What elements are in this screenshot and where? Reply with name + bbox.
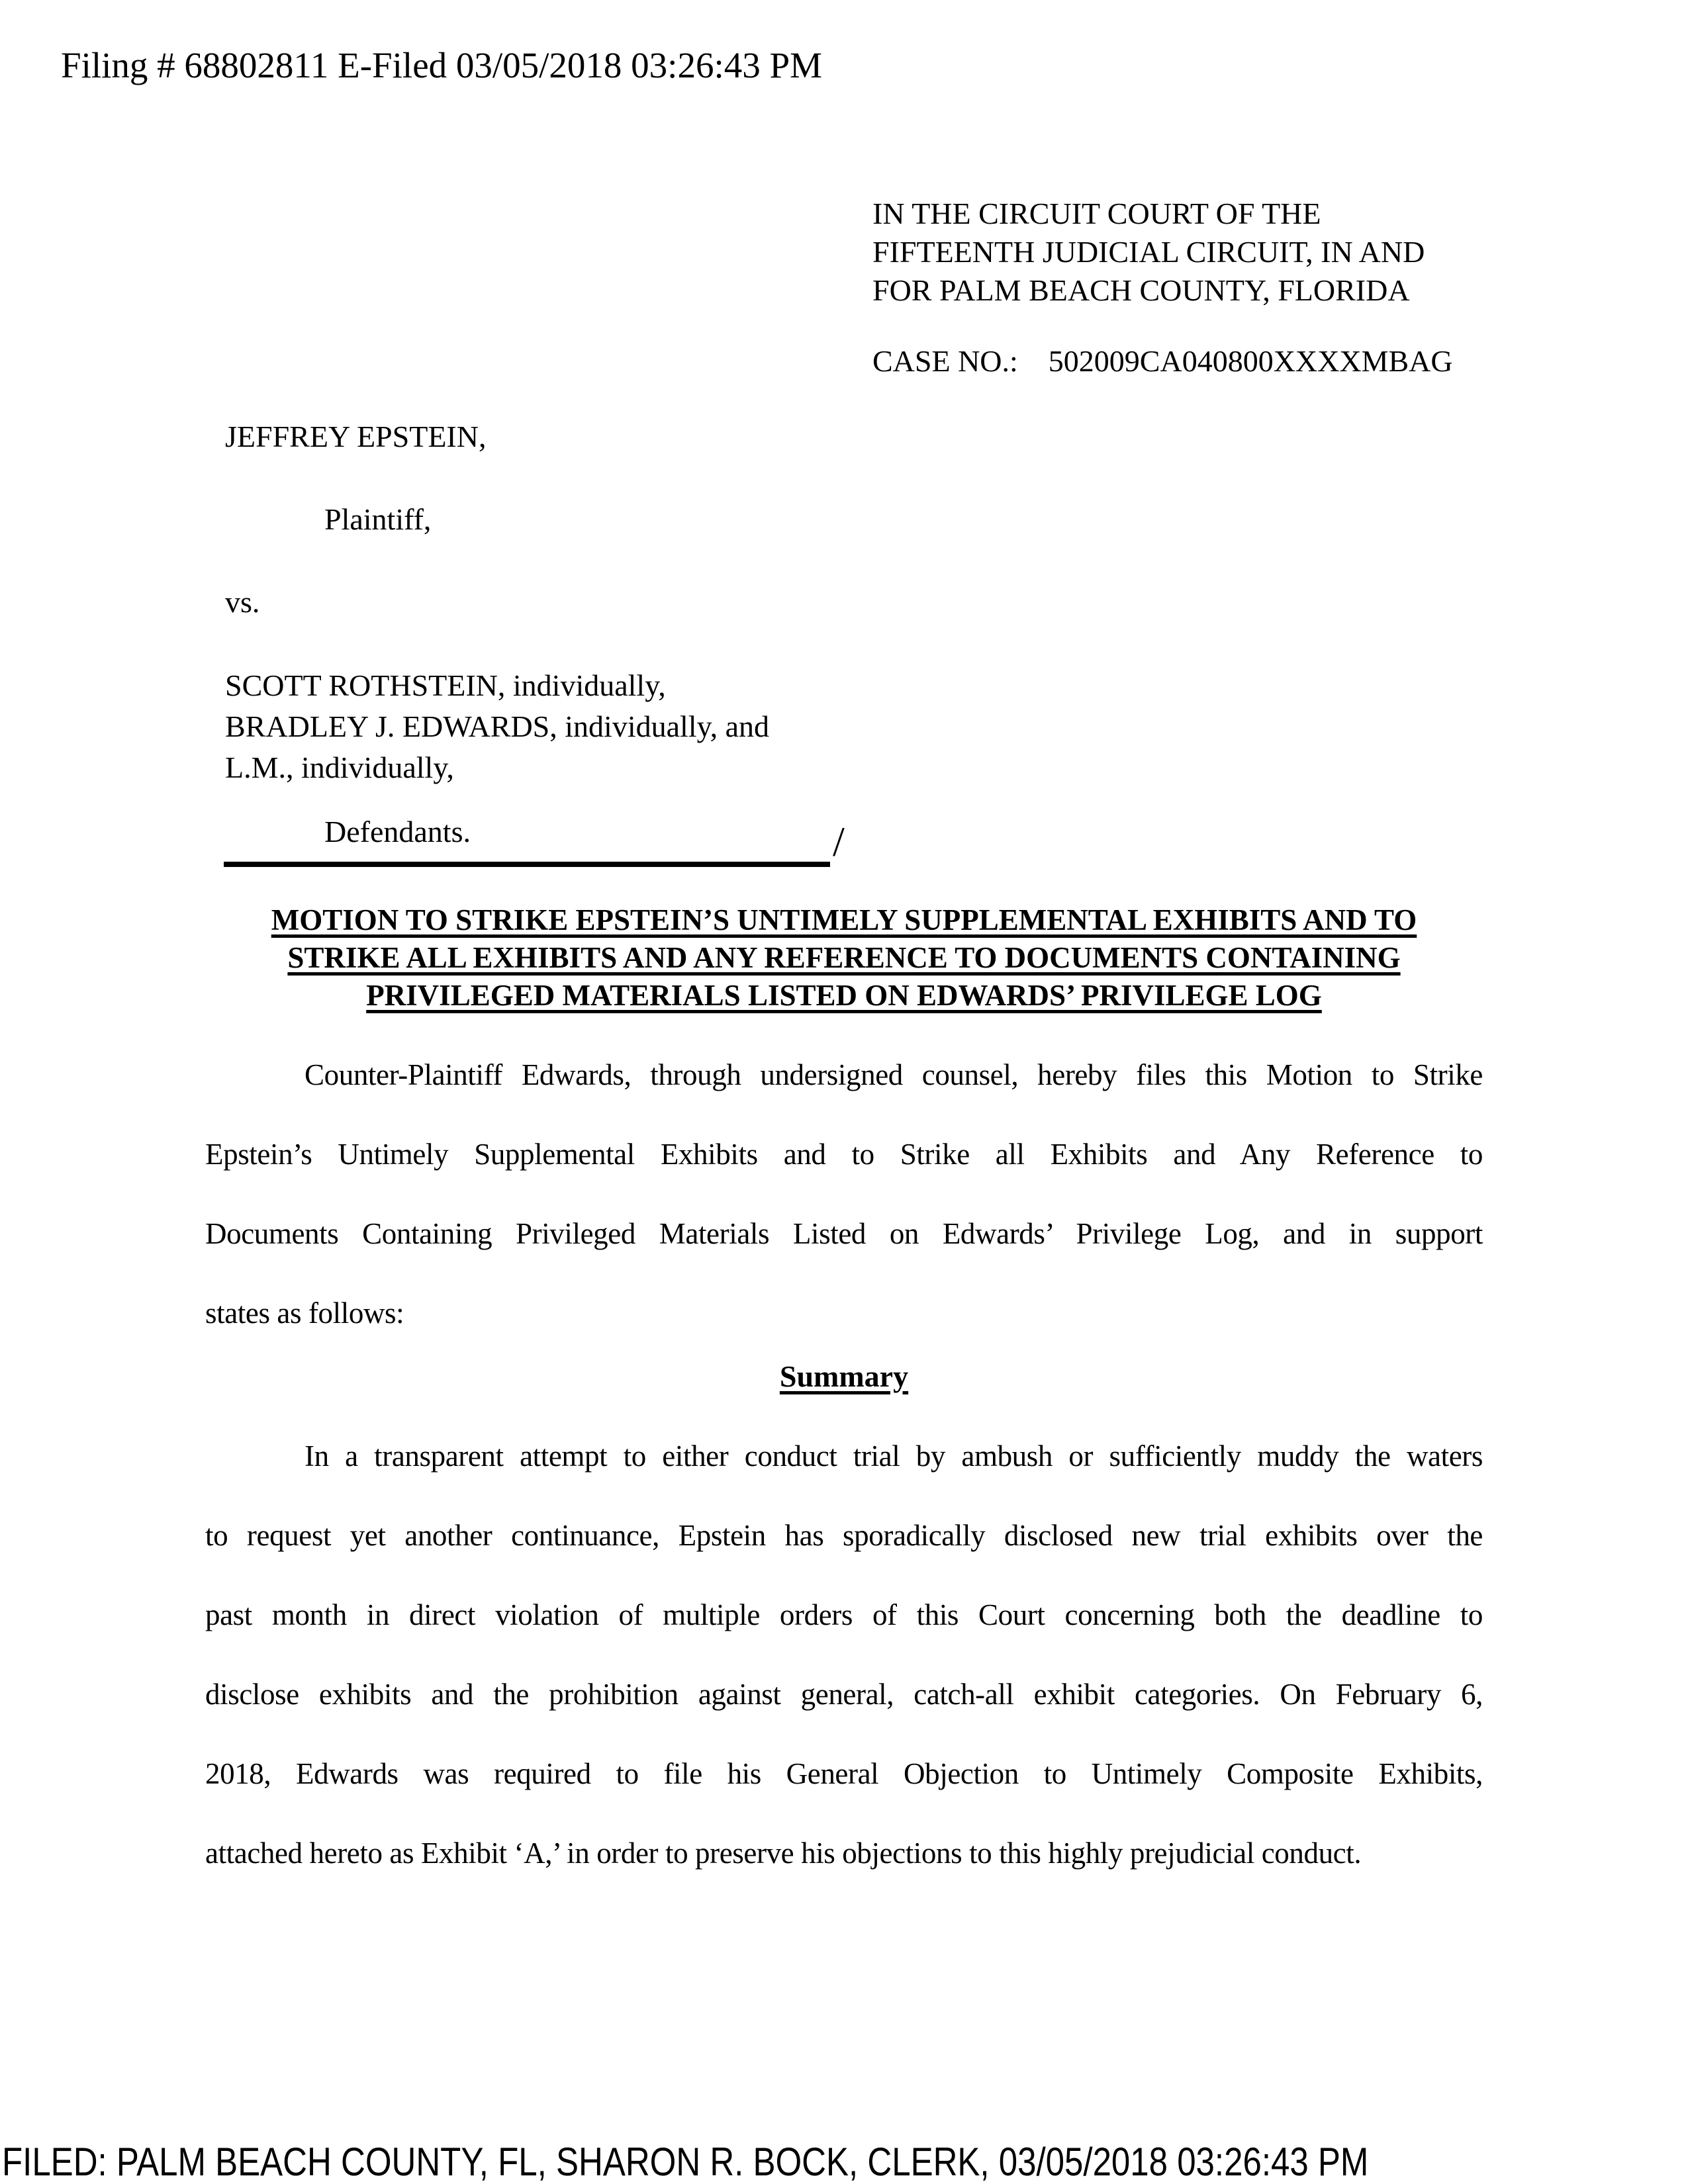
caption-separator-slash: / bbox=[833, 818, 845, 865]
motion-title-line: PRIVILEGED MATERIALS LISTED ON EDWARDS’ PRIVILEGE LOG bbox=[366, 979, 1322, 1012]
summary-heading bbox=[205, 1357, 1483, 1396]
summary-paragraph-line: to request yet another continuance, Epstein has sporadically disclosed new trial exhibits over the bbox=[205, 1519, 1483, 1552]
intro-paragraph-line: Counter-Plaintiff Edwards, through undersigned counsel, hereby files this Motion to Strike bbox=[305, 1058, 1483, 1091]
summary-paragraph-line: past month in direct violation of multiple orders of this Court concerning both the deadline to bbox=[205, 1598, 1483, 1631]
summary-paragraph-line: 2018, Edwards was required to file his General Objection to Untimely Composite Exhibits, bbox=[205, 1757, 1483, 1790]
summary-paragraph-line: attached hereto as Exhibit ‘A,’ in order to preserve his objections to this highly prejudicial conduct. bbox=[205, 1837, 1362, 1870]
efiling-header-stamp: Filing # 68802811 E-Filed 03/05/2018 03:26:43 PM bbox=[61, 45, 822, 85]
motion-title bbox=[205, 901, 1483, 1015]
defendant-name-line: SCOTT ROTHSTEIN, individually, bbox=[225, 668, 666, 702]
intro-paragraph bbox=[205, 1035, 1483, 1353]
court-heading-line: FOR PALM BEACH COUNTY, FLORIDA bbox=[872, 273, 1410, 307]
court-heading-line: IN THE CIRCUIT COURT OF THE bbox=[872, 197, 1321, 230]
case-number-line: CASE NO.: 502009CA040800XXXXMBAG bbox=[872, 344, 1453, 378]
summary-heading-text: Summary bbox=[779, 1359, 909, 1393]
summary-paragraph-line: In a transparent attempt to either conduct trial by ambush or sufficiently muddy the waters bbox=[305, 1439, 1483, 1473]
defendant-names bbox=[225, 665, 769, 788]
motion-title-line: MOTION TO STRIKE EPSTEIN’S UNTIMELY SUPPLEMENTAL EXHIBITS AND TO bbox=[271, 903, 1417, 936]
versus-label: vs. bbox=[225, 585, 260, 619]
clerk-filed-stamp: FILED: PALM BEACH COUNTY, FL, SHARON R. BOCK, CLERK, 03/05/2018 03:26:43 PM bbox=[2, 2140, 1369, 2184]
caption-separator-rule bbox=[224, 862, 830, 867]
intro-paragraph-line: Epstein’s Untimely Supplemental Exhibits and to Strike all Exhibits and Any Reference to bbox=[205, 1138, 1483, 1171]
defendant-name-line: BRADLEY J. EDWARDS, individually, and bbox=[225, 709, 770, 743]
plaintiff-designation: Plaintiff, bbox=[324, 502, 432, 536]
court-heading-line: FIFTEENTH JUDICIAL CIRCUIT, IN AND bbox=[872, 235, 1425, 269]
plaintiff-name: JEFFREY EPSTEIN, bbox=[225, 420, 487, 453]
intro-paragraph-line: Documents Containing Privileged Materials Listed on Edwards’ Privilege Log, and in support bbox=[205, 1217, 1483, 1250]
summary-paragraph-line: disclose exhibits and the prohibition against general, catch-all exhibit categories. On February 6, bbox=[205, 1678, 1483, 1711]
defendants-designation: Defendants. bbox=[324, 815, 471, 848]
summary-paragraph bbox=[205, 1416, 1483, 1893]
motion-title-line: STRIKE ALL EXHIBITS AND ANY REFERENCE TO DOCUMENTS CONTAINING bbox=[287, 941, 1401, 974]
intro-paragraph-line: states as follows: bbox=[205, 1297, 404, 1330]
court-heading bbox=[872, 195, 1425, 310]
defendant-name-line: L.M., individually, bbox=[225, 751, 454, 784]
